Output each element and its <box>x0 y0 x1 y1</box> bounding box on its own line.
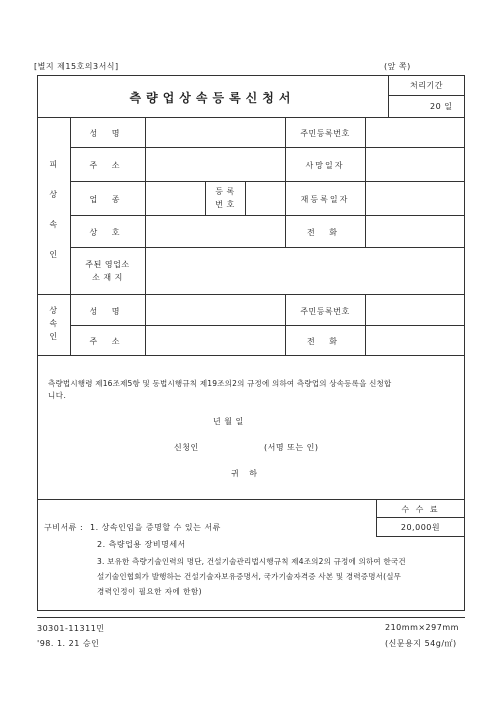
death-date-field[interactable] <box>366 148 465 181</box>
heir-phone-label: 전 화 <box>307 337 343 346</box>
page-side-note: (앞 쪽) <box>384 62 411 71</box>
decedent-name-field[interactable] <box>146 118 285 147</box>
document-item-1: 1. 상속인임을 증명할 수 있는 서류 <box>90 523 221 532</box>
decedent-phone-label: 전 화 <box>307 228 343 237</box>
processing-period-label: 처리기간 <box>410 81 443 90</box>
form-title: 측량업상속등록신청서 <box>129 91 296 105</box>
trade-name-field[interactable] <box>146 216 285 247</box>
footer-paper-type: (신문용지 54g/㎡) <box>385 639 457 648</box>
re-registration-date-label: 재등록일자 <box>300 195 350 204</box>
heir-name-field[interactable] <box>146 295 285 325</box>
re-registration-date-field[interactable] <box>366 182 465 215</box>
registration-no-field[interactable] <box>246 182 285 215</box>
statement-line-1: 측량법시행령 제16조제5항 및 동법시행규칙 제19조의2의 규정에 의하여 측량업의 상속등록을 신청합 <box>48 379 392 388</box>
footer-form-code: 30301-11311민 <box>37 624 105 633</box>
death-date-label: 사망일자 <box>305 161 345 170</box>
form-reference: [별지 제15호의3서식] <box>34 62 119 71</box>
decedent-resident-no-field[interactable] <box>366 118 465 147</box>
document-item-3-line-1: 3. 보유한 측량기술인력의 명단, 건설기술관리법시행규칙 제4조의2의 규정에 의하여 한국건 <box>97 557 406 566</box>
decedent-address-field[interactable] <box>146 148 285 181</box>
heir-resident-no-field[interactable] <box>366 295 465 325</box>
decedent-name-label: 성 명 <box>89 129 126 138</box>
documents-label: 구비서류 : <box>44 523 84 532</box>
fee-label: 수 수 료 <box>401 505 440 514</box>
document-item-3-line-3: 경력인정이 필요한 자에 한함) <box>97 587 203 596</box>
heir-address-label: 주 소 <box>89 337 126 346</box>
main-office-field[interactable] <box>146 248 465 294</box>
decedent-resident-no-label: 주민등록번호 <box>300 129 350 138</box>
decedent-address-label: 주 소 <box>89 161 126 170</box>
date-line: 년 월 일 <box>213 417 244 426</box>
addressee: 귀 하 <box>231 469 261 478</box>
business-type-label: 업 종 <box>89 195 126 204</box>
processing-period-value: 20 일 <box>430 102 453 111</box>
heir-name-label: 성 명 <box>89 307 126 316</box>
document-item-2: 2. 측량업용 장비명세서 <box>97 540 186 549</box>
decedent-phone-field[interactable] <box>366 216 465 247</box>
statement-line-2: 니다. <box>48 391 67 400</box>
heir-phone-field[interactable] <box>366 326 465 356</box>
heir-resident-no-label: 주민등록번호 <box>300 307 350 316</box>
fee-amount: 20,000원 <box>400 523 441 532</box>
heir-side-label: 상 속 인 <box>49 306 58 341</box>
signature-field[interactable]: (서명 또는 인) <box>264 443 319 452</box>
document-item-3-line-2: 설기술인협회가 발행하는 건설기술자보유증명서, 국가기술자격증 사본 및 경력증명서(실무 <box>97 572 402 581</box>
main-office-label: 주된 영업소 소 재 지 <box>85 260 130 282</box>
applicant-label: 신청인 <box>174 443 199 452</box>
trade-name-label: 상 호 <box>89 228 126 237</box>
decedent-side-label: 피 상 속 인 <box>49 160 58 259</box>
business-type-field[interactable] <box>146 182 205 215</box>
footer-approval-date: '98. 1. 21 승인 <box>37 639 100 648</box>
heir-address-field[interactable] <box>146 326 285 355</box>
footer-paper-size: 210mm×297mm <box>385 623 459 632</box>
registration-no-label: 등 록 번 호 <box>215 187 235 209</box>
